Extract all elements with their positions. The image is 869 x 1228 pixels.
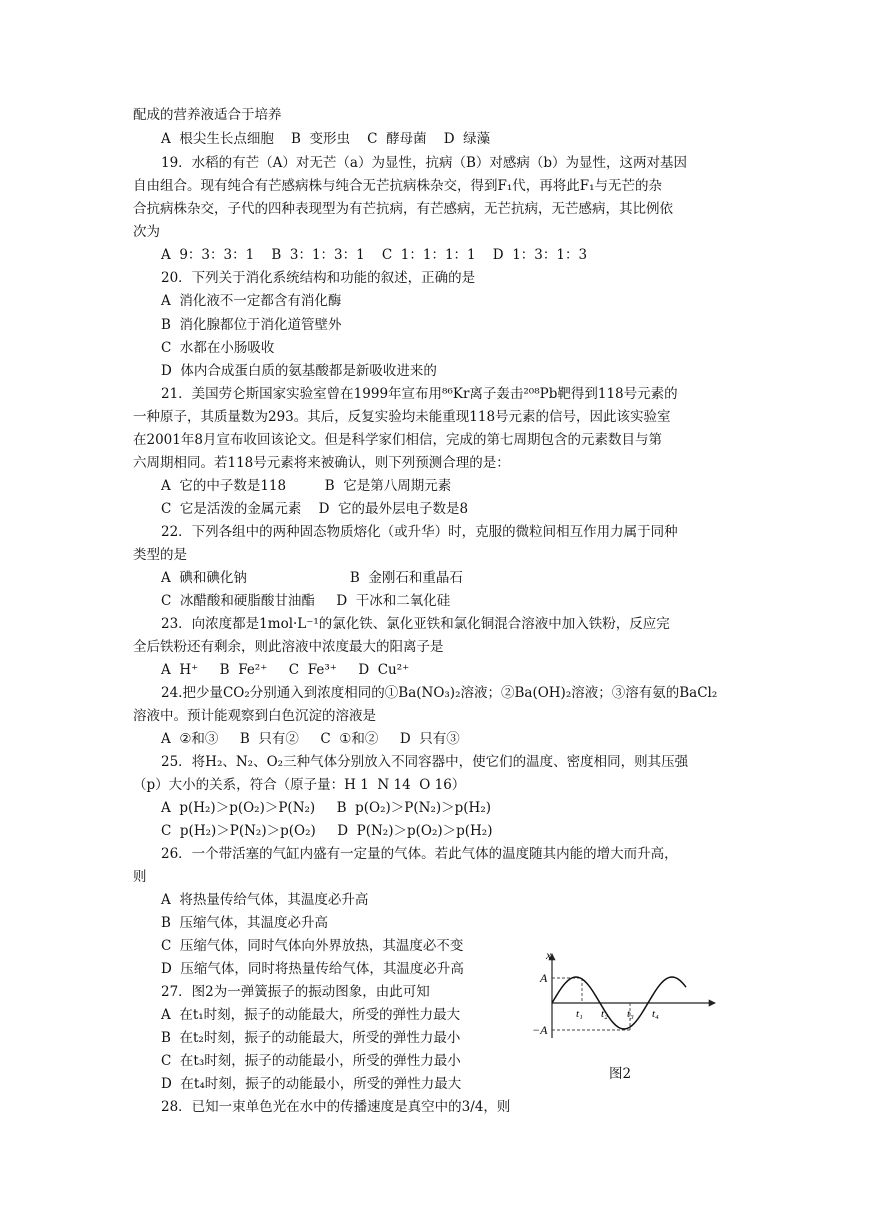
t2-label: t₂ [601, 1008, 608, 1020]
options-line: A H⁺ B Fe²⁺ C Fe³⁺ D Cu²⁺ [161, 662, 410, 678]
options-line: A 碘和碘化钠 B 金刚石和重晶石 [161, 570, 463, 586]
option-c: C 在t₃时刻，振子的动能最小，所受的弹性力最小 [161, 1053, 461, 1069]
text-line: 自由组合。现有纯合有芒感病株与纯合无芒抗病株杂交，得到F₁代，再将此F₁与无芒的杂 [133, 178, 663, 194]
amplitude-label: A [540, 971, 548, 985]
options-line: C p(H₂)＞P(N₂)＞p(O₂) D P(N₂)＞p(O₂)＞p(H₂) [161, 823, 493, 839]
text-line: 溶液中。预计能观察到白色沉淀的溶液是 [133, 708, 376, 724]
option-a: A 消化液不一定都含有消化酶 [161, 293, 342, 309]
option-c: C 压缩气体，同时气体向外界放热，其温度必不变 [161, 938, 464, 954]
options-line: A ②和③ B 只有② C ①和② D 只有③ [161, 731, 460, 747]
option-b: B 压缩气体，其温度必升高 [161, 915, 329, 931]
t4-label: t₄ [652, 1008, 659, 1020]
text-line: 次为 [133, 224, 160, 240]
question-23: 23．向浓度都是1mol·L⁻¹的氯化铁、氯化亚铁和氯化铜混合溶液中加入铁粉，反应完 [161, 616, 670, 632]
figure-caption: 图2 [609, 1066, 632, 1082]
option-d: D 压缩气体，同时将热量传给气体，其温度必升高 [161, 961, 464, 977]
oscillation-graph [530, 948, 720, 1043]
text-line: 在2001年8月宣布收回该论文。但是科学家们相信，完成的第七周期包含的元素数目与第 [133, 432, 662, 448]
option-c: C 水都在小肠吸收 [161, 340, 275, 356]
question-21: 21．美国劳仑斯国家实验室曾在1999年宣布用⁸⁶Kr离子轰击²⁰⁸Pb靶得到118号元素的 [161, 386, 678, 402]
question-19: 19．水稻的有芒（A）对无芒（a）为显性，抗病（B）对感病（b）为显性，这两对基因 [161, 155, 688, 171]
option-a: A 将热量传给气体，其温度必升高 [161, 892, 369, 908]
text-line: A 根尖生长点细胞 B 变形虫 C 酵母菌 D 绿藻 [161, 131, 491, 147]
text-line: （p）大小的关系，符合（原子量：H 1 N 14 O 16） [133, 777, 466, 793]
axis-x-label: x [546, 948, 552, 962]
t1-label: t₁ [576, 1008, 583, 1020]
text-line: 类型的是 [133, 547, 187, 563]
options-line: C 冰醋酸和硬脂酸甘油酯 D 干冰和二氧化硅 [161, 593, 451, 609]
option-d: D 在t₄时刻，振子的动能最小，所受的弹性力最大 [161, 1076, 462, 1092]
question-26: 26．一个带活塞的气缸内盛有一定量的气体。若此气体的温度随其内能的增大而升高， [161, 846, 678, 862]
question-25: 25．将H₂、N₂、O₂三种气体分别放入不同容器中，使它们的温度、密度相同，则其压强 [161, 754, 689, 770]
option-d: D 体内合成蛋白质的氨基酸都是新吸收进来的 [161, 363, 437, 379]
options-line: A p(H₂)＞p(O₂)＞P(N₂) B p(O₂)＞P(N₂)＞p(H₂) [161, 800, 492, 816]
neg-amplitude-label: −A [532, 1023, 548, 1037]
text-line: 则 [133, 869, 147, 885]
options-line: A 它的中子数是118 B 它是第八周期元素 [161, 478, 452, 494]
question-27: 27．图2为一弹簧振子的振动图象，由此可知 [161, 984, 430, 1000]
option-a: A 在t₁时刻，振子的动能最大，所受的弹性力最大 [161, 1007, 461, 1023]
options-line: C 它是活泼的金属元素 D 它的最外层电子数是8 [161, 501, 469, 517]
question-20: 20．下列关于消化系统结构和功能的叙述，正确的是 [161, 270, 476, 286]
text-line: 全后铁粉还有剩余，则此溶液中浓度最大的阳离子是 [133, 639, 444, 655]
question-22: 22．下列各组中的两种固态物质熔化（或升华）时，克服的微粒间相互作用力属于同种 [161, 524, 678, 540]
text-line: 配成的营养液适合于培养 [133, 107, 282, 123]
text-line: 合抗病株杂交，子代的四种表现型为有芒抗病，有芒感病，无芒抗病，无芒感病，其比例依 [133, 201, 673, 217]
option-b: B 在t₂时刻，振子的动能最大，所受的弹性力最小 [161, 1030, 461, 1046]
t3-label: t₃ [627, 1008, 634, 1020]
question-24: 24.把少量CO₂分别通入到浓度相同的①Ba(NO₃)₂溶液；②Ba(OH)₂溶液；③溶有氨的BaCl₂ [161, 685, 718, 701]
option-b: B 消化腺都位于消化道管壁外 [161, 317, 342, 333]
question-28: 28．已知一束单色光在水中的传播速度是真空中的3/4，则 [161, 1099, 511, 1115]
text-line: 一种原子，其质量数为293。其后，反复实验均未能重现118号元素的信号，因此该实验室 [133, 409, 671, 425]
options-line: A 9：3：3：1 B 3：1：3：1 C 1：1：1：1 D 1：3：1：3 [161, 247, 588, 263]
text-line: 六周期相同。若118号元素将来被确认，则下列预测合理的是： [133, 455, 510, 471]
